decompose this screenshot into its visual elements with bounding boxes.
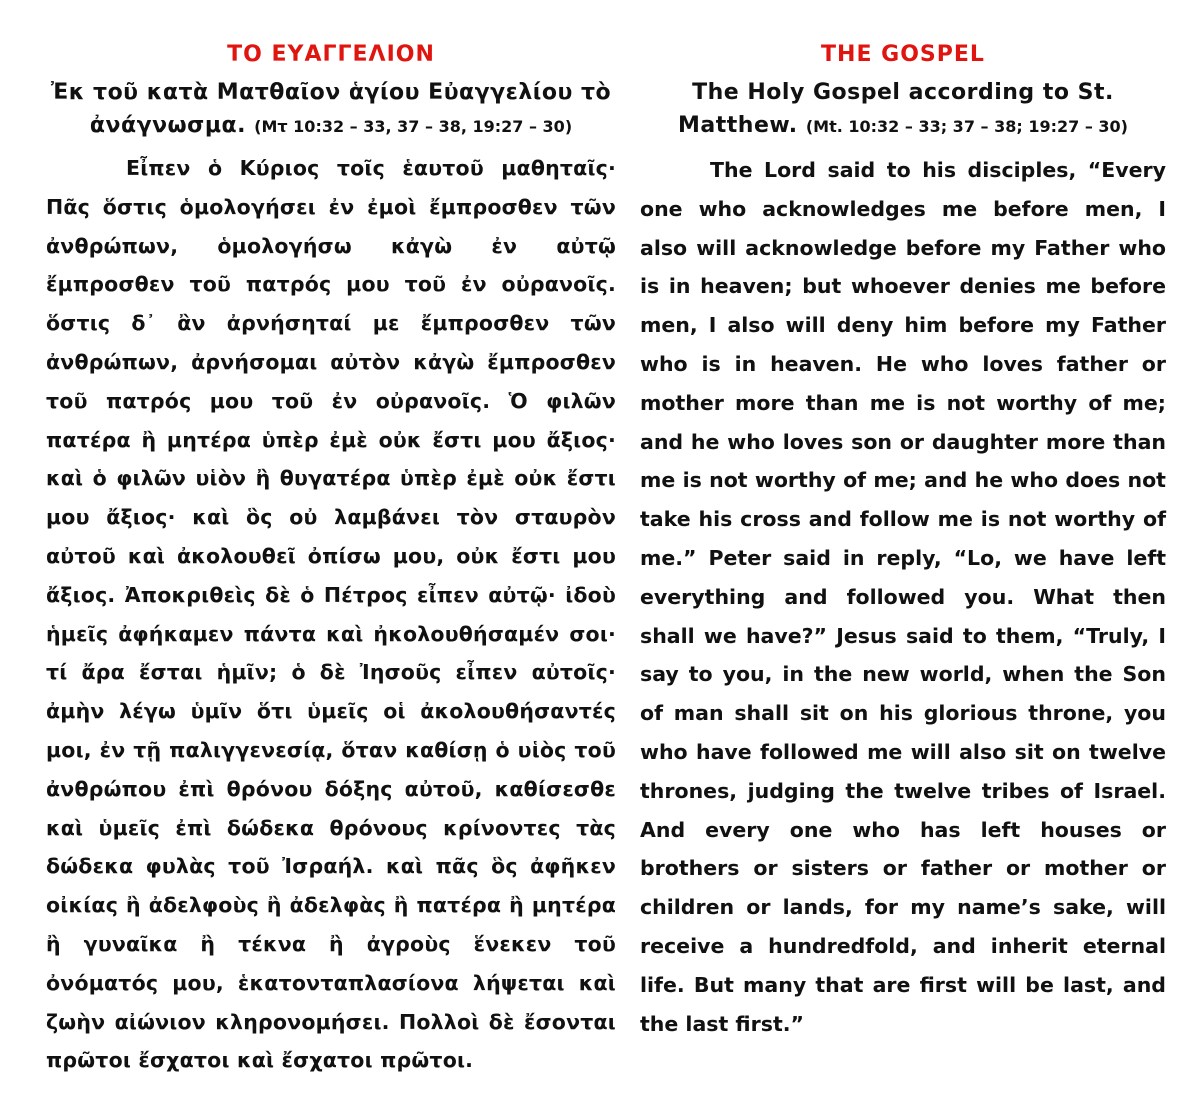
english-column (640, 40, 1166, 1043)
greek-subtitle-block (46, 76, 616, 143)
english-reference: (Mt. 10:32 – 33; 37 – 38; 19:27 – 30) (805, 117, 1128, 136)
greek-subtitle: Ἐκ τοῦ κατὰ Ματθαῖον ἁγίου Εὐαγγελίου τὸ ἀνάγνωσμα. (50, 80, 612, 138)
english-subtitle-block (640, 76, 1166, 143)
english-subtitle: The Holy Gospel according to St. Matthew. (678, 80, 1114, 138)
english-title: THE GOSPEL (821, 42, 985, 67)
greek-reference: (Μτ 10:32 – 33, 37 – 38, 19:27 – 30) (254, 117, 573, 136)
english-body-text: The Lord said to his disciples, “Every one who acknowledges me before men, I also will acknowledge before my Father who is in heaven; but whoever denies me before men, I also will deny him before my Father who is in heaven. He who loves father or mother more than me is not worthy of me; and he who loves son or daughter more than me is not worthy of me; and he who does not take his cross and follow me is not worthy of me.” Peter said in reply, “Lo, we have left everything and followed you. What then shall we have?” Jesus said to them, “Truly, I say to you, in the new world, when the Son of man shall sit on his glorious throne, you who have followed me will also sit on twelve thrones, judging the twelve tribes of Israel. And every one who has left houses or brothers or sisters or father or mother or children or lands, for my name’s sake, will receive a hundredfold, and inherit eternal life. But many that are first will be last, and the last first.” (640, 158, 1166, 1036)
greek-title: ΤΟ ΕΥΑΓΓΕΛΙΟΝ (227, 42, 435, 67)
greek-column (46, 40, 616, 1080)
greek-body-text: Εἶπεν ὁ Κύριος τοῖς ἑαυτοῦ μαθηταῖς· Πᾶς ὅστις ὁμολογήσει ἐν ἐμοὶ ἔμπροσθεν τῶν ἀνθρώπων, ὁμολογήσω κἀγὼ ἐν αὐτῷ ἔμπροσθεν τοῦ πατρός μου τοῦ ἐν οὐρανοῖς. ὅστις δ᾿ ἂν ἀρνήσηταί με ἔμπροσθεν τῶν ἀνθρώπων, ἀρνήσομαι αὐτὸν κἀγὼ ἔμπροσθεν τοῦ πατρός μου τοῦ ἐν οὐρανοῖς. Ὁ φιλῶν πατέρα ἢ μητέρα ὑπὲρ ἐμὲ οὐκ ἔστι μου ἄξιος· καὶ ὁ φιλῶν υἱὸν ἢ θυγατέρα ὑπὲρ ἐμὲ οὐκ ἔστι μου ἄξιος· καὶ ὃς οὐ λαμβάνει τὸν σταυρὸν αὐτοῦ καὶ ἀκολουθεῖ ὀπίσω μου, οὐκ ἔστι μου ἄξιος. Ἀποκριθεὶς δὲ ὁ Πέτρος εἶπεν αὐτῷ· ἰδοὺ ἡμεῖς ἀφήκαμεν πάντα καὶ ἠκολουθήσαμέν σοι· τί ἄρα ἔσται ἡμῖν; ὁ δὲ Ἰησοῦς εἶπεν αὐτοῖς· ἀμὴν λέγω ὑμῖν ὅτι ὑμεῖς οἱ ἀκολουθήσαντές μοι, ἐν τῇ παλιγγενεσίᾳ, ὅταν καθίσῃ ὁ υἱὸς τοῦ ἀνθρώπου ἐπὶ θρόνου δόξης αὐτοῦ, καθίσεσθε καὶ ὑμεῖς ἐπὶ δώδεκα θρόνους κρίνοντες τὰς δώδεκα φυλὰς τοῦ Ἰσραήλ. καὶ πᾶς ὃς ἀφῆκεν οἰκίας ἢ ἀδελφοὺς ἢ ἀδελφὰς ἢ πατέρα ἢ μητέρα ἢ γυναῖκα ἢ τέκνα ἢ ἀγροὺς ἕνεκεν τοῦ ὀνόματός μου, ἑκατονταπλασίονα λήψεται καὶ ζωὴν αἰώνιον κληρονομήσει. Πολλοὶ δὲ ἔσονται πρῶτοι ἔσχατοι καὶ ἔσχατοι πρῶτοι. (46, 156, 616, 1073)
